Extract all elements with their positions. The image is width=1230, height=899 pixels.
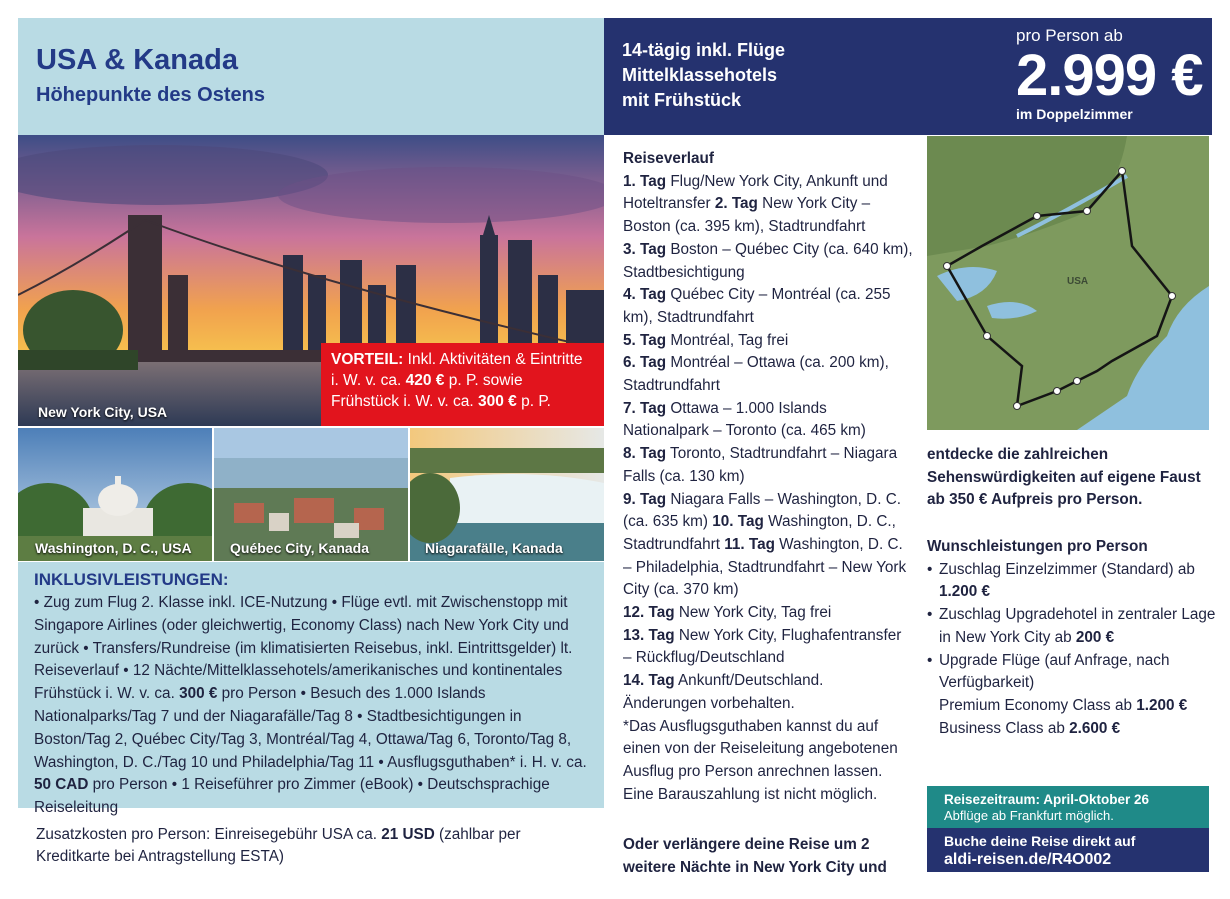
day-text: New York City – Boston (ca. 395 km), Stadtrundfahrt [623,195,871,236]
day-label: 6. Tag [623,354,667,372]
option-amount: 2.600 € [1069,719,1121,737]
day-label: 10. Tag [712,513,764,531]
day-text: Toronto, Stadtrundfahrt – Niagara Falls (ca. 130 km) [623,445,898,485]
bullet-icon: • [927,606,933,624]
itinerary-footnote: *Das Ausflugsguthaben kannst du auf einen von der Reiseleitung angebotenen Ausflug pro Person anrechnen lassen. Eine Barauszahlung ist nicht möglich. [623,717,898,803]
itinerary-day [623,602,913,625]
highlight-flights: 14-tägig inkl. Flüge [622,40,786,60]
day-label: 3. Tag [623,240,667,258]
itinerary-day [623,284,913,329]
day-text: Montréal, Tag frei [666,331,789,349]
caption-washington: Washington, D. C., USA [35,540,192,556]
option-text: Zuschlag Einzelzimmer (Standard) ab [939,560,1195,578]
vorteil-box [321,343,604,426]
day-label: 12. Tag [623,604,675,622]
option-amount: 1.200 € [939,583,991,601]
optional-services [927,536,1217,740]
itinerary-changes-note: Änderungen vorbehalten. [623,694,795,712]
inclusions-part-1: • Zug zum Flug 2. Klasse inkl. ICE-Nutzung • Flüge evtl. mit Zwischenstopp mit Singapore Airlines (oder gleichwertig, Economy Class) nach New York City und zurück • Transfers/Rundreise (im klimatisierten Reisebus, inkl. Eintrittsgelder) lt. Reiseverlauf • 12 Nächte/Mittelklassehotels/amerikanisches und kontinentales Frühstück i. W. v. ca. [34,594,573,703]
price: 2.999 € [1016,43,1203,108]
extension-offer-continued: entdecke die zahlreichen Sehenswürdigkeiten auf eigene Faust ab 350 € Aufpreis pro Person. [927,446,1201,509]
itinerary-day [623,443,913,488]
booking-box [927,828,1209,872]
day-label: 14. Tag [623,672,675,690]
itinerary-day [623,670,913,693]
day-text: Flug/New York City, Ankunft und Hoteltransfer [623,172,888,213]
option-amount: 200 € [1075,628,1115,646]
option-text: Premium Economy Class ab [939,696,1137,714]
inclusions-part-2: pro Person • Besuch des 1.000 Islands Nationalparks/Tag 7 und der Niagarafälle/Tag 8 • Stadtbesichtigungen in Boston/Tag 2, Québec City/Tag 3, Montréal/Tag 4, Ottawa/Tag 6, Toronto/Tag 8, Washington, D. C./Tag 10 und Philadelphia/Tag 11 • Ausflugsguthaben* i. H. v. ca. [34,685,587,771]
inclusions-text [34,592,588,820]
day-text: Washington, D. C., Stadtrundfahrt [623,513,896,553]
option-text: Zuschlag Upgradehotel in zentraler Lage in New York City ab [939,606,1216,646]
option-premium-economy [927,695,1217,718]
itinerary-day [623,625,913,670]
day-text: New York City, Flughafentransfer – Rückflug/Deutschland [623,626,902,667]
day-label: 13. Tag [623,626,675,644]
extra-costs-text-1: Zusatzkosten pro Person: Einreisegebühr USA ca. [36,826,382,843]
option-upgrade-hotel [927,604,1217,649]
itinerary [623,148,913,806]
day-label: 1. Tag [623,172,667,190]
itinerary-heading: Reiseverlauf [623,150,714,167]
inclusions-amount-2: 50 CAD [34,776,89,794]
highlight-hotels: Mittelklassehotels [622,65,778,85]
itinerary-day [623,239,913,284]
extra-costs-amount: 21 USD [381,826,435,843]
day-text: Washington, D. C. – Philadelphia, Stadtrundfahrt – New York City (ca. 370 km) [623,535,907,599]
caption-quebec: Québec City, Kanada [230,540,370,556]
itinerary-day [623,352,913,397]
day-text: Ottawa – 1.000 Islands Nationalpark – Toronto (ca. 465 km) [623,399,866,440]
optional-services-heading: Wunschleistungen pro Person [927,538,1148,555]
day-label: 2. Tag [714,195,758,213]
inclusions-heading: INKLUSIVLEISTUNGEN: [34,570,229,589]
vorteil-amount-1: 420 € [405,372,445,389]
booking-url[interactable]: aldi-reisen.de/R4O002 [944,851,1112,868]
option-business-class [927,718,1217,741]
option-single-room [927,559,1217,604]
day-label: 11. Tag [724,535,775,553]
bullet-icon: • [927,560,933,578]
vorteil-text-1: Inkl. Aktivitäten & Eintritte i. W. v. ca. [331,351,583,389]
vorteil-text-3: p. P. [516,393,551,410]
inclusions-amount-1: 300 € [179,685,218,703]
extra-costs [36,824,596,868]
booking-label: Buche deine Reise direkt auf [944,833,1136,849]
day-text: New York City, Tag frei [674,604,832,622]
travel-period: Reisezeitraum: April-Oktober 26 [944,792,1150,807]
day-label: 7. Tag [623,399,667,417]
day-label: 8. Tag [623,445,667,463]
extension-offer: Oder verlängere deine Reise um 2 weitere Nächte in New York City und [623,836,887,876]
travel-period-box [927,786,1209,828]
extra-costs-text-2: (zahlbar per Kreditkarte bei Antragstellung ESTA) [36,826,521,865]
vorteil-label: VORTEIL: [331,351,404,368]
option-amount: 1.200 € [1136,696,1188,714]
itinerary-days-9-11 [623,489,913,603]
vorteil-amount-2: 300 € [478,393,517,410]
day-label: 9. Tag [623,490,667,508]
option-text: Business Class ab [939,719,1070,737]
departure-note: Abflüge ab Frankfurt möglich. [944,808,1114,823]
day-text: Québec City – Montréal (ca. 255 km), Stadtrundfahrt [623,286,891,326]
map-label-usa: USA [1067,276,1089,287]
itinerary-day [623,330,913,353]
vorteil-text-2: p. P. sowie Frühstück i. W. v. ca. [331,372,523,410]
option-text: Upgrade Flüge (auf Anfrage, nach Verfügbarkeit) [939,651,1170,692]
route-map [927,136,1209,430]
inclusions-part-3: pro Person • 1 Reiseführer pro Zimmer (eBook) • Deutschsprachige Reiseleitung [34,776,550,817]
bullet-icon: • [927,651,933,669]
inclusions-box [18,562,604,817]
caption-niagara: Niagarafälle, Kanada [425,540,563,556]
price-label: pro Person ab [1016,26,1123,45]
price-note: im Doppelzimmer [1016,106,1133,122]
itinerary-day [623,398,913,443]
highlight-breakfast: mit Frühstück [622,90,742,110]
day-text: Boston – Québec City (ca. 640 km), Stadtbesichtigung [623,240,913,281]
day-text: Montréal – Ottawa (ca. 200 km), Stadtrundfahrt [623,354,889,395]
caption-new-york: New York City, USA [38,404,168,420]
itinerary-days-1 [623,171,913,239]
day-label: 4. Tag [623,286,667,304]
option-upgrade-flights [927,650,1217,695]
day-text: Niagara Falls – Washington, D. C. (ca. 635 km) [623,490,902,531]
page-subtitle: Höhepunkte des Ostens [36,84,265,106]
page-title: USA & Kanada [36,44,238,76]
day-text: Ankunft/Deutschland. [674,672,824,690]
day-label: 5. Tag [623,331,667,349]
